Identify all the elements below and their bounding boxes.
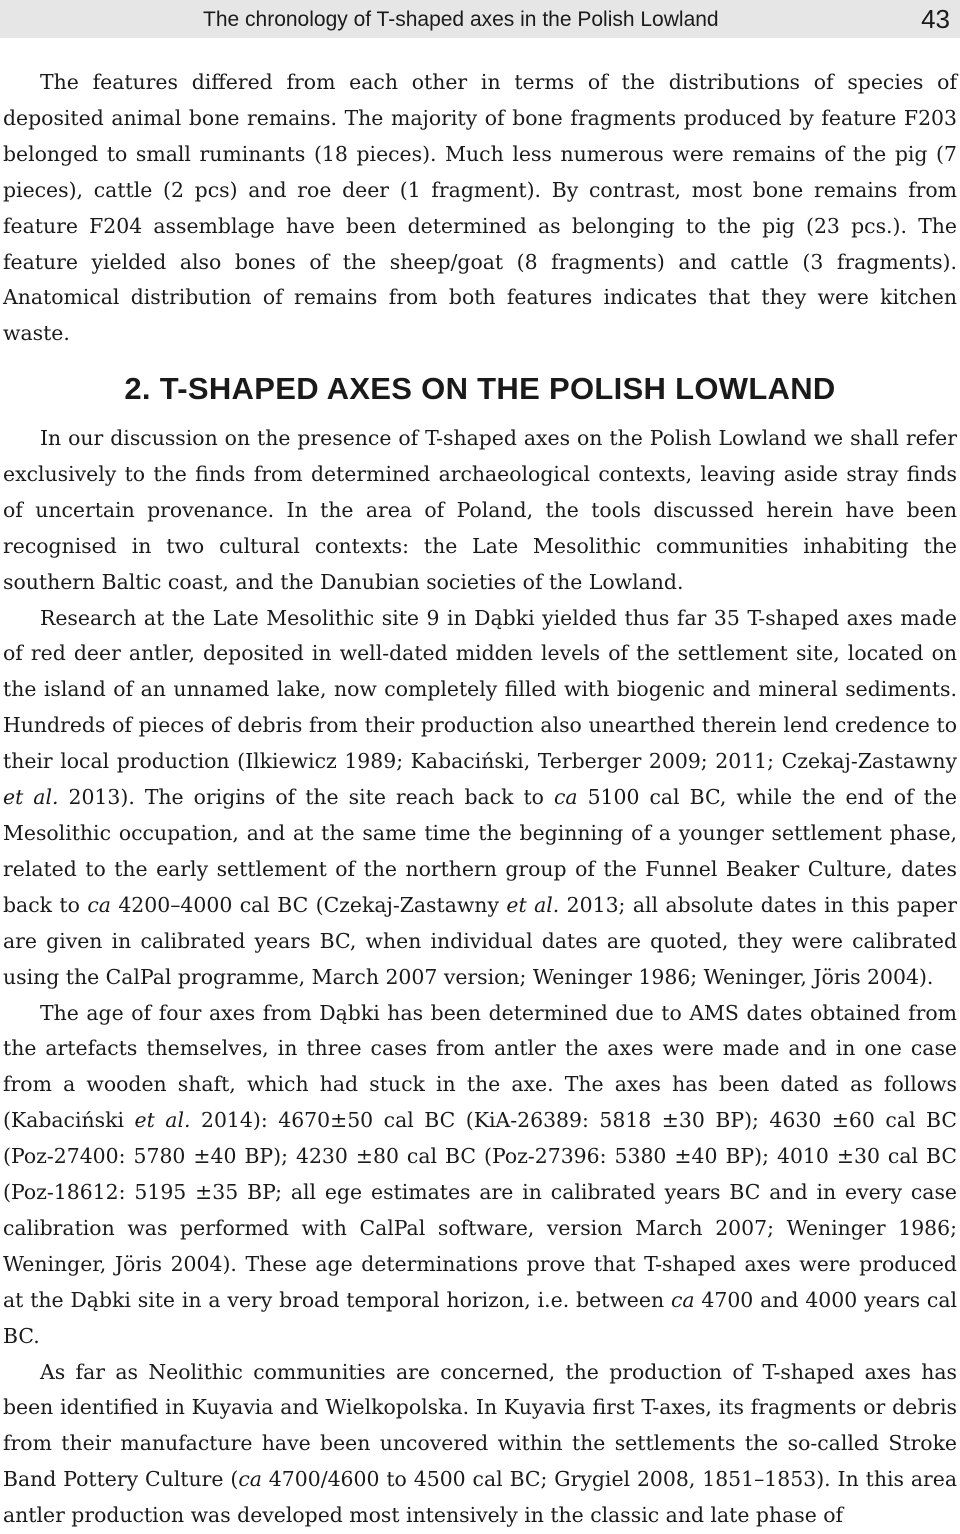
running-header (0, 0, 960, 38)
text-run: 4700 and 4000 years cal BC. (3, 1287, 957, 1348)
intro-text (3, 65, 957, 352)
running-title: The chronology of T-shaped axes in the Polish Lowland (203, 8, 719, 31)
text-run: 4200–4000 cal BC (Czekaj-Zastawny (110, 892, 507, 917)
page-number: 43 (921, 4, 950, 34)
text-run: 2013). The origins of the site reach back to (58, 785, 554, 810)
italic-run: ca (238, 1467, 262, 1492)
intro-paragraph: The features differed from each other in terms of the distributions of species of deposited animal bone remains. The majority of bone fragments produced by feature F203 belonged to small ruminants (18 pieces). Much less numerous were remains of the pig (7 pieces), cattle (2 pcs) and roe deer (1 fragment). By contrast, most bone remains from feature F204 assemblage have been determined as belonging to the pig (23 pcs.). The feature yielded also bones of the sheep/goat (8 fragments) and cattle (3 fragments). Anatomical distribution of remains from both features indicates that they were kitchen waste. (3, 70, 957, 346)
italic-run: ca (670, 1287, 695, 1312)
italic-run: et al. (3, 785, 59, 810)
italic-run: et al. (506, 892, 560, 917)
italic-run: ca (553, 785, 578, 810)
italic-run: ca (87, 892, 111, 917)
text-run: Research at the Late Mesolithic site 9 in Dąbki yielded thus far 35 T-shaped axes made of red deer antler, deposited in well-dated midden levels of the settlement site, located on the island of an unnamed lake, now completely filled with biogenic and mineral sediments. Hundreds of pieces of debris from their production also unearthed therein lend credence to their local production (Ilkiewicz 1989; Kabaciński, Terberger 2009; 2011; Czekaj-Zastawny (3, 605, 957, 774)
text-run: 2013; all absolute dates in this paper are given in calibrated years BC, when individual dates are quoted, they were calibrated using the CalPal programme, March 2007 version; Weninger 1986; Weninger, Jöris 2004). (3, 892, 957, 989)
section-paragraph-4 (3, 1355, 957, 1534)
section-heading: 2. T-SHAPED AXES ON THE POLISH LOWLAND (124, 370, 836, 406)
text-run: 5100 cal BC, while the end of the Mesolithic occupation, and at the same time the beginning of a younger settlement phase, related to the early settlement of the northern group of the Funnel Beaker Culture, dates back to (3, 785, 957, 917)
text-run: The age of four axes from Dąbki has been determined due to AMS dates obtained from the artefacts themselves, in three cases from antler the axes were made and in one case from a wooden shaft, which had stuck in the axe. The axes has been dated as follows (Kabaciński (3, 1000, 957, 1133)
text-run: 2014): 4670±50 cal BC (KiA-26389: 5818 ±30 BP); 4630 ±60 cal BC (Poz-27400: 5780 ±40 BP); 4230 ±80 cal BC (Poz-27396: 5380 ±40 BP); 4010 ±30 cal BC (Poz-18612: 5195 ±35 BP; all ege estimates are in calibrated years BC and in every case calibration was performed with CalPal software, version March 2007; Weninger 1986; Weninger, Jöris 2004). These age determinations prove that T-shaped axes were produced at the Dąbki site in a very broad temporal horizon, i.e. between (3, 1108, 957, 1312)
italic-run: et al. (134, 1108, 191, 1133)
section-body (3, 421, 957, 1534)
section-paragraph-3 (3, 996, 957, 1355)
section-paragraph-1: In our discussion on the presence of T-shaped axes on the Polish Lowland we shall refer exclusively to the finds from determined archaeological contexts, leaving aside stray finds of uncertain provenance. In the area of Poland, the tools discussed herein have been recognised in two cultural contexts: the Late Mesolithic communities inhabiting the southern Baltic coast, and the Danubian societies of the Lowland. (3, 426, 957, 594)
text-run: As far as Neolithic communities are concerned, the production of T-shaped axes has been identified in Kuyavia and Wielkopolska. In Kuyavia first T-axes, its fragments or debris from their manufacture have been uncovered within the settlements the so-called Stroke Band Pottery Culture ( (3, 1359, 957, 1492)
text-run: 4700/4600 to 4500 cal BC; Grygiel 2008, 1851–1853). In this area antler production was developed most intensively in the classic and late phase of (3, 1467, 958, 1528)
section-paragraph-2 (3, 601, 957, 996)
